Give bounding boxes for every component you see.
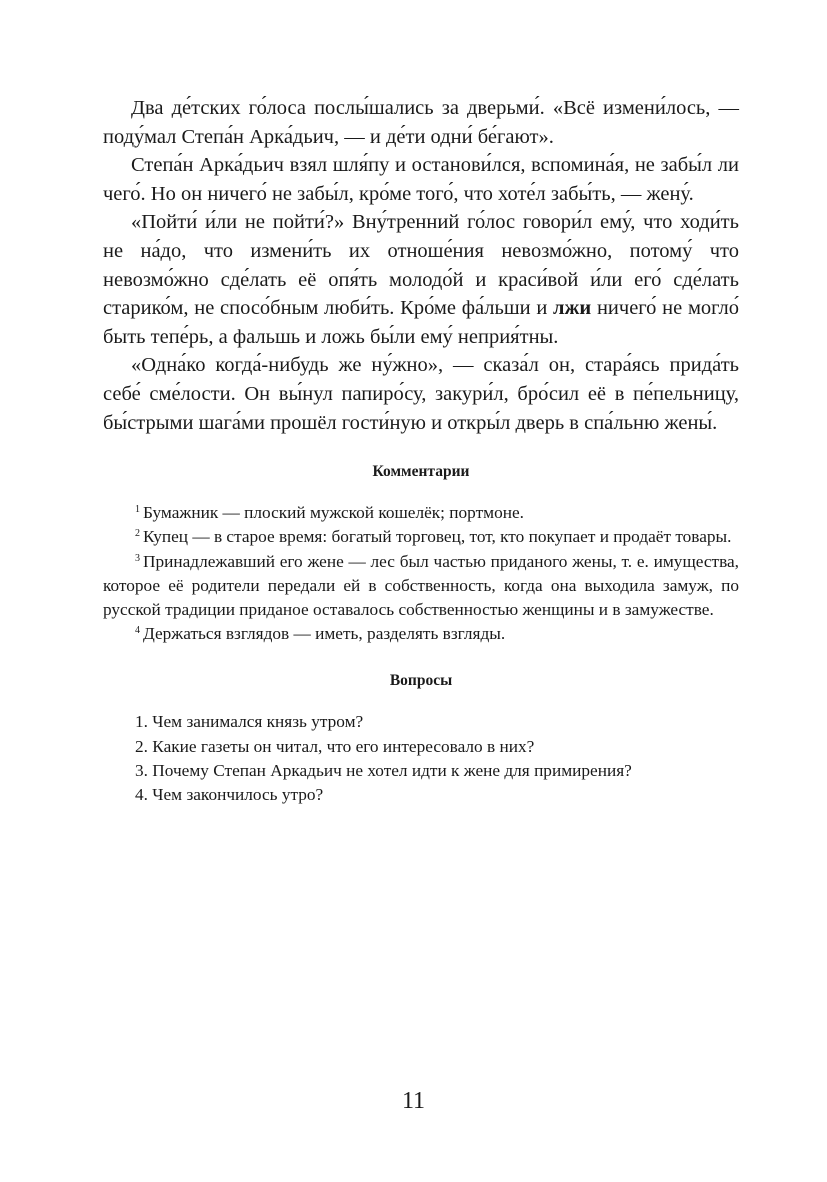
comment-text: Держаться взглядов — иметь, разделять взгляды. [143,624,506,644]
paragraph: Два де́тских го́лоса послы́шались за дверьми́. «Всё измени́лось, — поду́мал Степа́н Арка́дьич, — и де́ти одни́ бе́гают». [103,97,739,148]
paragraph: «Одна́ко когда́-нибудь же ну́жно», — сказа́л он, стара́ясь прида́ть себе́ сме́лости. Он вы́нул папиро́су, закури́л, бро́сил её в пе́пельницу, бы́стрыми шага́ми прошёл гости́ную и откры́л дверь в спа́льню жены́. [103,354,739,434]
question-item: 4. Чем закончилось утро? [135,784,324,804]
footnote-number: 1 [135,504,140,516]
question-item: 1. Чем занимался князь утром? [135,712,364,732]
comments-section [103,463,739,646]
question-item: 2. Какие газеты он читал, что его интересовало в них? [135,736,535,756]
footnote-number: 2 [135,528,140,540]
comment-item [103,501,739,525]
comment-item [103,622,739,646]
comments-heading: Комментарии [372,463,470,481]
page-number: 11 [401,1088,426,1114]
comment-item [103,525,739,549]
comment-text: Купец — в старое время: богатый торговец, тот, кто покупает и продаёт товары. [143,527,732,547]
main-text [103,94,739,437]
paragraph: Степа́н Арка́дьич взял шля́пу и останови́лся, вспомина́я, не забы́л ли чего́. Но он ничего́ не забы́л, кро́ме того́, что хоте́л забы́ть, — жену́. [103,154,739,205]
bold-word: лжи [553,297,592,320]
comment-text: Принадлежавший его жене — лес был частью приданого жены, т. е. имущества, которое её родители передали ей в собственность, когда она выходила замуж, по русской традиции приданое оставалось собственностью женщины и в замужестве. [103,551,739,619]
questions-section [103,672,739,807]
questions-list [103,710,739,807]
paragraph-part: «Пойти́ и́ли не пойти́?» Вну́тренний го́лос говори́л ему́, что ходи́ть не на́до, что измени́ть их отноше́ния невозмо́жно, потому́ что невозмо́жно сде́лать её опя́ть молодо́й и краси́вой и́ли его́ сде́лать старико́м, не спосо́бным люби́ть. Кро́ме фа́льши и [103,211,739,320]
comment-text: Бумажник — плоский мужской кошелёк; портмоне. [143,503,524,523]
question-item: 3. Почему Степан Аркадьич не хотел идти к жене для примирения? [135,760,632,780]
questions-heading: Вопросы [389,672,453,690]
footnote-number: 4 [135,625,140,637]
page-content [103,94,739,807]
comment-item [103,550,739,623]
paragraph [103,208,739,351]
paragraph-part: ничего́ не могло́ быть тепе́рь, а фальшь и ложь бы́ли ему́ неприя́тны. [103,297,740,348]
footnote-number: 3 [135,552,140,564]
